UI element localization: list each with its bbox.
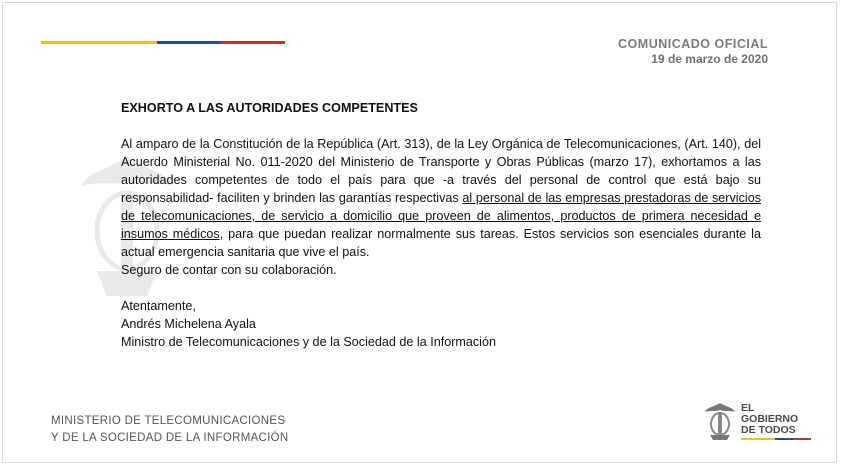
communique-header [618,37,768,66]
closing-line: Seguro de contar con su colaboración. [121,263,337,277]
logo-line-3: DE TODOS [741,423,796,436]
document-page [2,2,837,463]
paragraph-underlined-text: al personal de las empresas prestadoras de servicios de telecomunicaciones, de servicio a domicilio que proveen de alimentos, productos de primera necesidad e insumos médicos [121,191,761,241]
signer-title: Ministro de Telecomunicaciones y de la Sociedad de la Información [121,335,496,349]
paragraph-text-end: , para que puedan realizar normalmente sus tareas. Estos servicios son esenciales durante la actual emergencia sanitaria que vive el país. [121,227,761,259]
ministry-footer [51,413,289,447]
ministry-line-1: MINISTERIO DE TELECOMUNICACIONES [51,415,286,427]
salutation: Atentamente, [121,299,196,313]
flag-color-bar [41,41,285,44]
letter-body [121,99,761,351]
logo-wordmark [741,403,811,440]
logo-flag-bar [741,438,811,440]
flag-blue-segment [157,41,221,44]
letter-heading: EXHORTO A LAS AUTORIDADES COMPETENTES [121,101,418,115]
paragraph-text-start: Al amparo de la Constitución de la República (Art. 313), de la Ley Orgánica de Telecomunicaciones, (Art. 140), del Acuerdo Ministerial No. 011-2020 del Ministerio de Transporte y Obras Públicas (marzo 17), exhortamos a las autoridades competentes de todo el país para que -a través del personal de control que está bajo su responsabilidad- faciliten y brinden las garantías respectivas [121,137,761,205]
communique-title: COMUNICADO OFICIAL [618,37,768,51]
signer-name: Andrés Michelena Ayala [121,317,256,331]
gobierno-logo [703,401,811,441]
logo-line-1: EL [741,401,755,414]
flag-yellow-segment [41,41,157,44]
main-paragraph [121,135,761,261]
logo-line-2: GOBIERNO [741,412,799,425]
flag-red-segment [221,41,285,44]
coat-of-arms-icon [703,401,737,441]
communique-date: 19 de marzo de 2020 [651,52,768,66]
ministry-line-2: Y DE LA SOCIEDAD DE LA INFORMACIÓN [51,432,289,444]
